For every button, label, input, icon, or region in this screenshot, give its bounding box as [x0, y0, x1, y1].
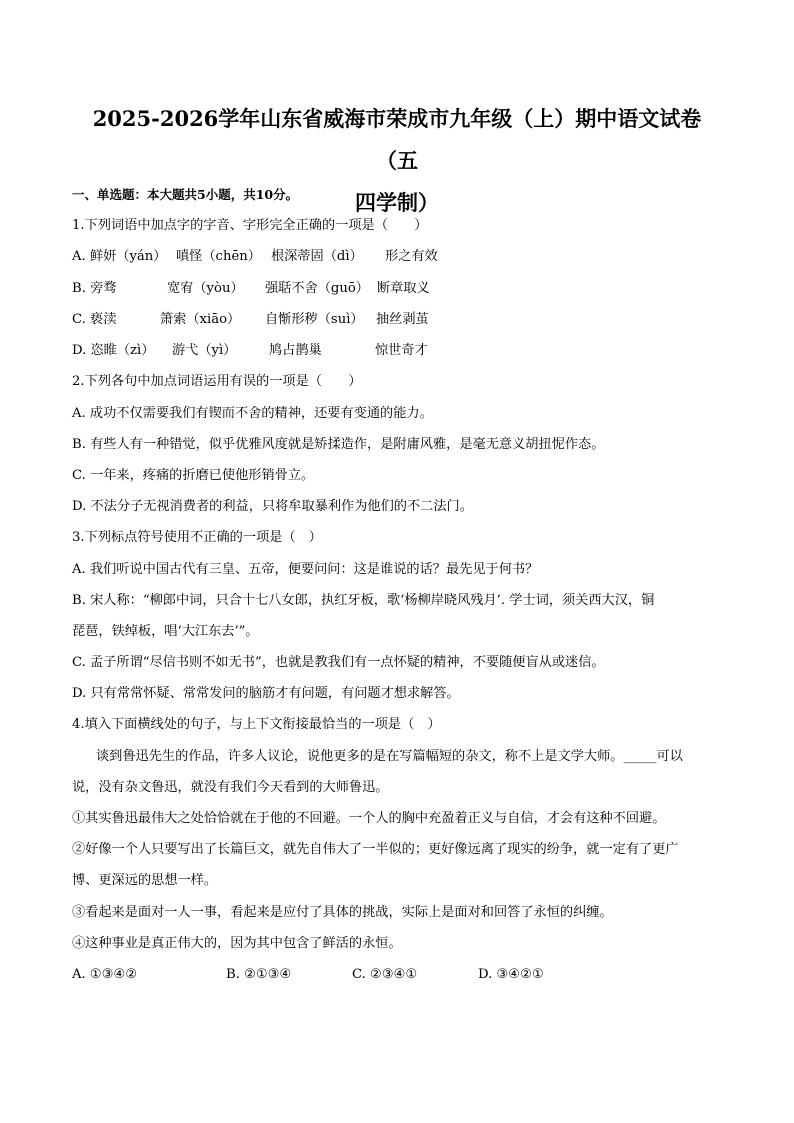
question-3-option-b-line-1: B. 宋人称：“柳郎中词，只合十七八女郎，执红牙板，歌‘杨柳岸晓风残月’. 学士词，须关西大汉，铜	[72, 593, 655, 608]
q4-option-d: D. ③④②①	[478, 967, 544, 982]
section-heading: 一、单选题：本大题共5小题，共10分。	[72, 187, 299, 202]
question-4-passage-line-2: 说，没有杂文鲁迅，就没有我们今天看到的大师鲁迅。	[72, 780, 389, 795]
q1-d-word-4: 惊世奇才	[375, 343, 428, 358]
q1-c-word-1: C. 亵渎	[72, 312, 117, 327]
q4-option-b: B. ②①③④	[226, 967, 292, 982]
question-4-sentence-3: ③看起来是面对一人一事，看起来是应付了具体的挑战，实际上是面对和回答了永恒的纠缠。	[72, 905, 613, 920]
q1-c-word-4: 抽丝剥茧	[376, 312, 429, 327]
question-2-stem: 2.下列各句中加点词语运用有误的一项是（ ）	[72, 374, 362, 389]
q4-option-a: A. ①③④②	[72, 967, 138, 982]
question-3-option-a: A. 我们听说中国古代有三皇、五帝，便要问问：这是谁说的话？最先见于何书？	[72, 562, 539, 577]
question-2-option-a: A. 成功不仅需要我们有锲而不舍的精神，还要有变通的能力。	[72, 406, 433, 421]
question-4-sentence-1: ①其实鲁迅最伟大之处恰恰就在于他的不回避。一个人的胸中充盈着正义与自信，才会有这种不回避。	[72, 811, 666, 826]
question-2-option-d: D. 不法分子无视消费者的利益，只将牟取暴利作为他们的不二法门。	[72, 499, 473, 514]
question-1-stem: 1.下列词语中加点字的字音、字形完全正确的一项是（ ）	[72, 218, 428, 233]
question-2-option-b: B. 有些人有一种错觉，似乎优雅风度就是矫揉造作，是附庸风雅，是毫无意义胡扭怩作态。	[72, 437, 605, 452]
q4-option-c: C. ②③④①	[352, 967, 418, 982]
q1-a-word-2: 嗔怪（chēn）	[176, 249, 261, 264]
question-4-sentence-2-line-2: 博、更深远的思想一样。	[72, 873, 218, 888]
question-3-option-b-line-2: 琵琶，铁绰板，唱‘大江东去’”。	[72, 624, 259, 639]
question-4-sentence-4: ④这种事业是真正伟大的，因为其中包含了鲜活的永恒。	[72, 936, 402, 951]
question-3-stem: 3.下列标点符号使用不正确的一项是（ ）	[72, 530, 322, 545]
q1-b-word-1: B. 旁骛	[72, 281, 117, 296]
q1-d-word-3: 鸠占鹊巢	[269, 343, 322, 358]
question-4-sentence-2-line-1: ②好像一个人只要写出了长篇巨文，就先自伟大了一半似的；更好像远离了现实的纷争，就一定有了更广	[72, 842, 679, 857]
question-4-stem: 4.填入下面横线处的句子，与上下文衔接最恰当的一项是（ ）	[72, 717, 441, 732]
q1-b-word-2: 宽宥（yòu）	[167, 281, 244, 296]
q1-a-word-3: 根深蒂固（dì）	[271, 249, 363, 264]
q1-c-word-3: 自惭形秽（suì）	[265, 312, 364, 327]
q1-b-word-4: 断章取义	[377, 281, 430, 296]
q1-d-word-2: 游弋（yì）	[172, 343, 237, 358]
title-line-1: 2025-2026学年山东省威海市荣成市九年级（上）期中语文试卷（五	[92, 106, 702, 173]
question-3-option-c: C. 孟子所谓“尽信书则不如无书”，也就是教我们有一点怀疑的精神，不要随便盲从或迷信。	[72, 655, 605, 670]
q1-d-word-1: D. 恣睢（zì）	[72, 343, 155, 358]
question-3-option-d: D. 只有常常怀疑、常常发问的脑筋才有问题，有问题才想求解答。	[72, 686, 460, 701]
q1-b-word-3: 强聒不舍（guō）	[265, 281, 369, 296]
q1-a-word-4: 形之有效	[385, 249, 438, 264]
page-title	[72, 98, 722, 224]
q1-a-word-1: A. 鲜妍（yán）	[72, 249, 167, 264]
q1-c-word-2: 箫索（xiāo）	[160, 312, 241, 327]
question-2-option-c: C. 一年来，疼痛的折磨已使他形销骨立。	[72, 468, 315, 483]
title-line-2: 四学制）	[355, 190, 439, 215]
question-4-passage-line-1: 谈到鲁迅先生的作品，许多人议论，说他更多的是在写篇幅短的杂文，称不上是文学大师。_____可以	[96, 749, 683, 764]
